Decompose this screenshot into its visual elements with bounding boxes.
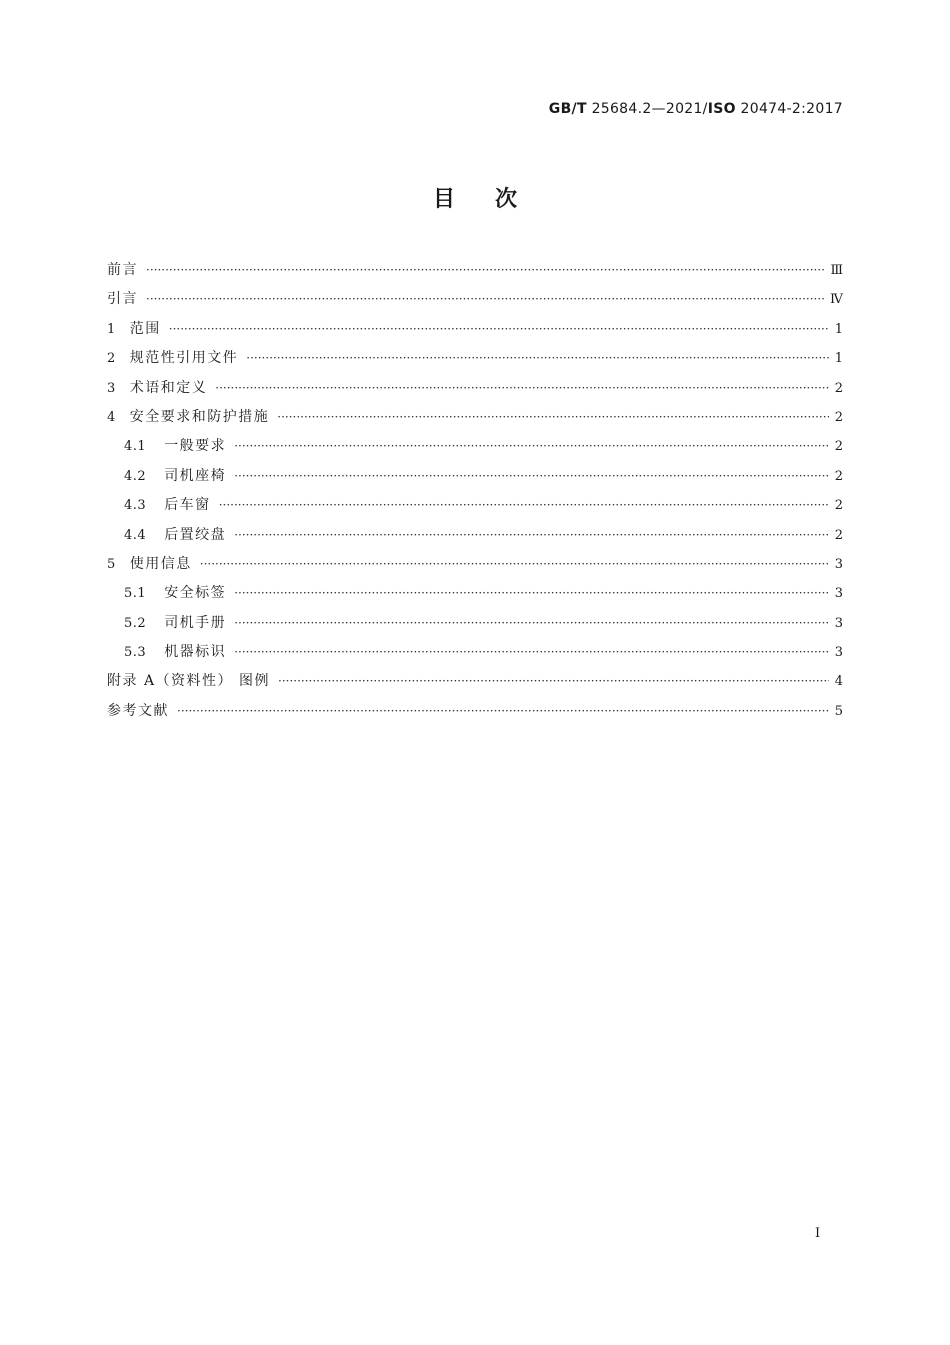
toc-entry[interactable] [107, 318, 843, 347]
toc-section-number: 4 [107, 409, 116, 425]
toc-page-number: 4 [834, 674, 843, 690]
toc-section-number: 4.2 [124, 468, 147, 484]
toc-section-number: 4.1 [124, 439, 147, 455]
toc-page-number: 3 [834, 645, 843, 661]
toc-section-title: 机器标识 [164, 644, 227, 661]
toc-page-number: 3 [834, 586, 843, 602]
toc-page-number: 2 [834, 439, 843, 455]
toc-section-number: 5 [107, 556, 116, 572]
toc-section-title: 司机座椅 [164, 467, 227, 484]
toc-section-title: 参考文献 [107, 702, 169, 719]
toc-dot-leader [215, 381, 828, 395]
toc-entry[interactable] [107, 670, 843, 699]
toc-dot-leader [219, 498, 829, 512]
toc-page-number: 2 [834, 468, 843, 484]
toc-section-number: 3 [107, 380, 116, 396]
toc-dot-leader [234, 586, 829, 600]
toc-section-title: 一般要求 [164, 438, 227, 455]
page-title: 目次 [432, 187, 557, 212]
toc-section-title: 使用信息 [129, 555, 192, 572]
toc-dot-leader [234, 469, 829, 483]
toc-dot-leader [234, 439, 829, 453]
toc-section-title: 后车窗 [164, 497, 211, 514]
toc-entry[interactable] [107, 288, 843, 317]
standard-code-bold: GB/T [548, 101, 587, 117]
toc-section-number: 5.2 [124, 615, 147, 631]
toc-dot-leader [234, 645, 829, 659]
iso-code-number: 20474-2:2017 [735, 101, 843, 117]
toc-entry[interactable] [107, 553, 843, 582]
toc-dot-leader [177, 704, 829, 718]
toc-page-number: 2 [834, 409, 843, 425]
iso-code-bold: ISO [707, 101, 736, 117]
toc-section-title: 附录 A（资料性） 图例 [107, 673, 271, 690]
toc-dot-leader [234, 616, 829, 630]
toc-page-number: 2 [834, 380, 843, 396]
toc-entry[interactable] [107, 494, 843, 523]
toc-page-number: 3 [834, 556, 843, 572]
toc-dot-leader [234, 528, 829, 542]
toc-dot-leader [278, 674, 829, 688]
toc-section-title: 范围 [129, 320, 161, 337]
toc-dot-leader [169, 322, 829, 336]
toc-section-title: 司机手册 [164, 614, 227, 631]
toc-page-number: 2 [834, 527, 843, 543]
toc-entry[interactable] [107, 641, 843, 670]
toc-entry[interactable] [107, 347, 843, 376]
toc-page-number: Ⅲ [830, 263, 843, 278]
toc-section-number: 4.4 [124, 527, 147, 543]
toc-entry[interactable] [107, 259, 843, 288]
toc-entry[interactable] [107, 406, 843, 435]
toc-page-number: 1 [834, 321, 843, 337]
toc-section-title: 安全标签 [164, 585, 227, 602]
toc-page-number: Ⅳ [830, 292, 843, 308]
page-number: Ⅰ [815, 1226, 821, 1241]
toc-page-number: 5 [834, 703, 843, 719]
table-of-contents [107, 259, 843, 729]
toc-section-number: 5.1 [124, 586, 147, 602]
toc-entry[interactable] [107, 524, 843, 553]
standard-code-number: 25684.2—2021/ [586, 101, 708, 117]
document-header [549, 101, 843, 117]
toc-page-number: 3 [834, 615, 843, 631]
toc-dot-leader [146, 292, 824, 306]
toc-entry[interactable] [107, 465, 843, 494]
toc-section-number: 5.3 [124, 645, 147, 661]
toc-section-title: 后置绞盘 [164, 526, 227, 543]
toc-section-title: 规范性引用文件 [129, 350, 239, 367]
toc-section-title: 安全要求和防护措施 [129, 408, 270, 425]
toc-section-title: 引言 [107, 291, 138, 308]
toc-page-number: 1 [834, 351, 843, 367]
toc-dot-leader [146, 263, 824, 277]
toc-entry[interactable] [107, 377, 843, 406]
toc-dot-leader [200, 557, 829, 571]
toc-section-number: 2 [107, 351, 116, 367]
toc-page-number: 2 [834, 498, 843, 514]
toc-dot-leader [246, 351, 828, 365]
toc-section-title: 术语和定义 [129, 379, 208, 396]
toc-entry[interactable] [107, 700, 843, 729]
toc-dot-leader [277, 410, 828, 424]
toc-section-number: 1 [107, 321, 116, 337]
toc-section-number: 4.3 [124, 498, 147, 514]
toc-entry[interactable] [107, 582, 843, 611]
toc-entry[interactable] [107, 435, 843, 464]
toc-section-title: 前言 [107, 262, 138, 278]
toc-entry[interactable] [107, 612, 843, 641]
